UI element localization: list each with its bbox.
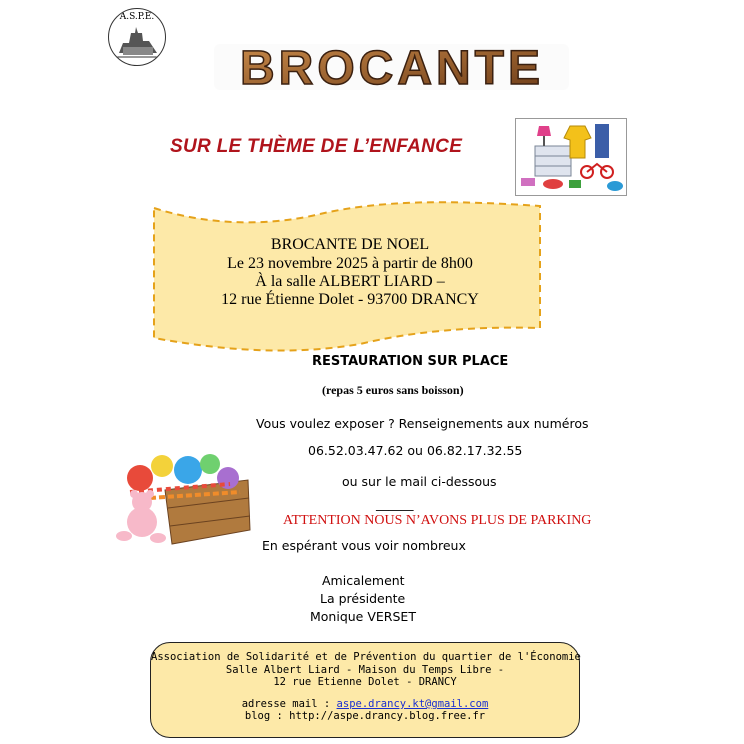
- esperant-text: En espérant vous voir nombreux: [262, 538, 466, 553]
- furniture-illustration: [515, 118, 627, 196]
- repas-text: (repas 5 euros sans boisson): [322, 383, 464, 397]
- association-footer: [150, 642, 580, 738]
- event-title: BROCANTE DE NOEL: [270, 236, 430, 253]
- brocante-banner: [210, 38, 575, 96]
- toy-box-illustration: [110, 448, 255, 548]
- event-venue: À la salle ALBERT LIARD –: [255, 273, 445, 290]
- logo-label: A.S.P.E.: [119, 12, 155, 22]
- footer-association: Association de Solidarité et de Prévention du quartier de l'Économie: [151, 651, 581, 663]
- separator-line: ______: [376, 496, 414, 511]
- footer-blog-row: [151, 710, 579, 722]
- mail-text: ou sur le mail ci-dessous: [342, 474, 497, 489]
- president-name: Monique VERSET: [310, 609, 416, 624]
- banner-text: BROCANTE: [240, 42, 544, 95]
- footer-salle: Salle Albert Liard - Maison du Temps Libre -: [225, 664, 505, 676]
- presidente-text: La présidente: [320, 591, 406, 606]
- footer-email-row: [151, 698, 579, 710]
- aspe-logo: [108, 8, 166, 66]
- event-date: Le 23 novembre 2025 à partir de 8h00: [227, 255, 473, 272]
- email-link[interactable]: aspe.drancy.kt@gmail.com: [336, 698, 489, 710]
- email-label: adresse mail :: [241, 698, 337, 710]
- theme-subtitle: SUR LE THÈME DE L’ENFANCE: [170, 136, 463, 157]
- blog-label: blog :: [244, 710, 290, 722]
- blog-link[interactable]: http://aspe.drancy.blog.free.fr: [289, 710, 486, 722]
- exposer-text: Vous voulez exposer ? Renseignements aux numéros: [256, 416, 589, 431]
- amicalement-text: Amicalement: [322, 573, 405, 588]
- footer-address: 12 rue Etienne Dolet - DRANCY: [273, 676, 457, 688]
- event-address: 12 rue Étienne Dolet - 93700 DRANCY: [221, 291, 479, 308]
- restauration-text: RESTAURATION SUR PLACE: [312, 354, 509, 369]
- town-icon: [109, 9, 166, 66]
- phone-numbers: 06.52.03.47.62 ou 06.82.17.32.55: [308, 443, 523, 458]
- parking-warning: ATTENTION NOUS N’AVONS PLUS DE PARKING: [283, 513, 592, 528]
